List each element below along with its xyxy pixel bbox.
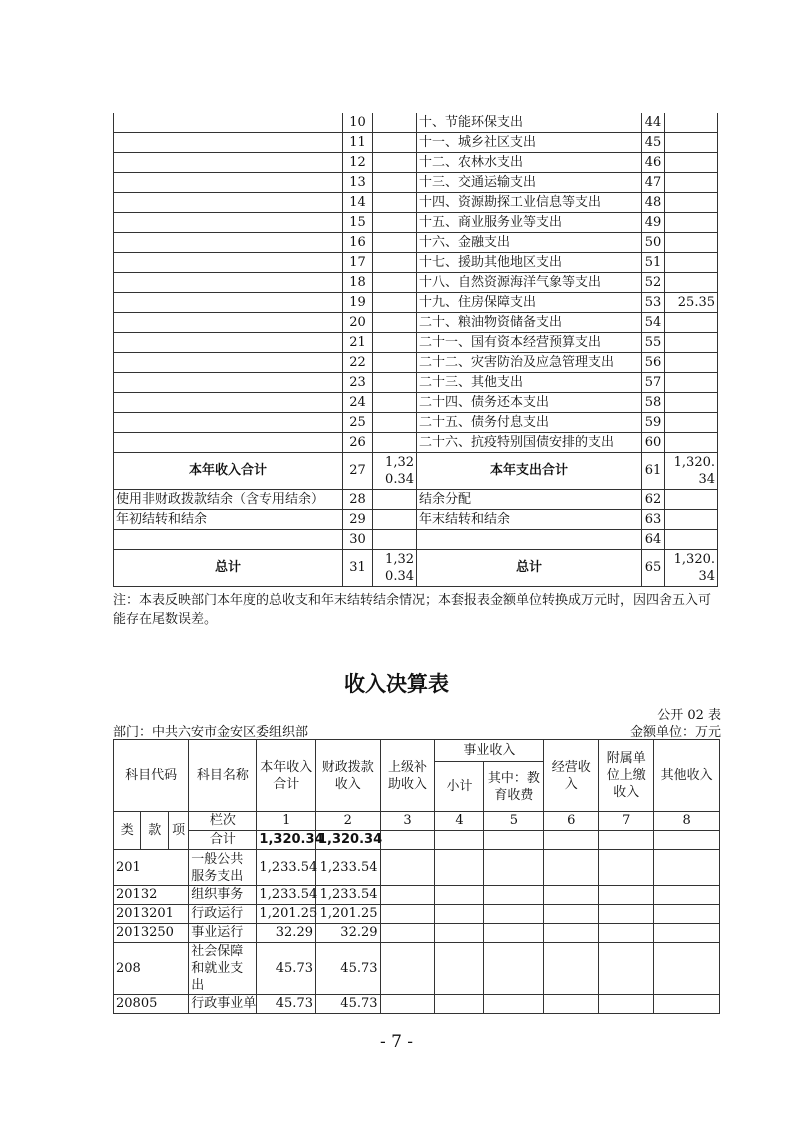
header-column-no: 栏次	[189, 812, 257, 831]
income-item-label	[114, 373, 343, 393]
expense-line-no: 57	[642, 373, 665, 393]
empty-cell	[380, 995, 435, 1014]
empty-cell	[484, 886, 544, 905]
income-value	[373, 273, 417, 293]
expense-item-label: 二十一、国有资本经营预算支出	[417, 333, 642, 353]
empty-cell	[599, 995, 654, 1014]
table-row	[114, 413, 718, 433]
expense-value: 25.35	[665, 293, 718, 313]
expense-line-no: 62	[642, 490, 665, 510]
income-line-no: 15	[343, 213, 373, 233]
expense-item-label: 二十四、债务还本支出	[417, 393, 642, 413]
expense-line-no: 48	[642, 193, 665, 213]
expense-value	[665, 113, 718, 133]
income-value	[373, 353, 417, 373]
grand-total-income-label: 总计	[114, 550, 343, 587]
income-line-no: 26	[343, 433, 373, 453]
empty-cell	[484, 943, 544, 995]
expense-value	[665, 530, 718, 550]
income-line-no: 25	[343, 413, 373, 433]
empty-cell	[599, 850, 654, 886]
expense-value	[665, 433, 718, 453]
expense-item-label: 十、节能环保支出	[417, 113, 642, 133]
empty-cell	[544, 905, 599, 924]
expense-item-label: 二十二、灾害防治及应急管理支出	[417, 353, 642, 373]
subject-code: 20132	[114, 886, 189, 905]
income-item-label	[114, 193, 343, 213]
income-item-label	[114, 253, 343, 273]
expense-value	[665, 353, 718, 373]
header-fiscal: 财政拨款收入	[315, 740, 380, 812]
empty-cell	[599, 943, 654, 995]
table-row	[114, 490, 718, 510]
table-row	[114, 924, 720, 943]
expense-line-no: 45	[642, 133, 665, 153]
income-line-no: 22	[343, 353, 373, 373]
grand-total-expense-label: 总计	[417, 550, 642, 587]
expense-line-no: 50	[642, 233, 665, 253]
expense-item-label: 十三、交通运输支出	[417, 173, 642, 193]
table-row	[114, 373, 718, 393]
expense-item-label: 二十六、抗疫特别国债安排的支出	[417, 433, 642, 453]
income-line-no: 21	[343, 333, 373, 353]
table-row	[114, 233, 718, 253]
income-value	[373, 133, 417, 153]
income-line-no: 10	[343, 113, 373, 133]
empty-cell	[484, 995, 544, 1014]
income-value	[373, 313, 417, 333]
income-item-label	[114, 333, 343, 353]
income-line-no: 31	[343, 550, 373, 587]
expense-item-label: 十六、金融支出	[417, 233, 642, 253]
table-row	[114, 550, 718, 587]
expense-line-no: 55	[642, 333, 665, 353]
subject-code: 201	[114, 850, 189, 886]
col-num: 1	[257, 812, 316, 831]
table-note: 注：本表反映部门本年度的总收支和年末结转结余情况；本套报表金额单位转换成万元时，因四舍五入可能存在尾数误差。	[113, 593, 712, 627]
expense-item-label: 年末结转和结余	[417, 510, 642, 530]
income-table-title: 收入决算表	[344, 672, 449, 696]
subject-name: 一般公共服务支出	[189, 850, 257, 886]
expense-item-label: 十四、资源勘探工业信息等支出	[417, 193, 642, 213]
income-item-label	[114, 293, 343, 313]
row-total: 45.73	[257, 995, 316, 1014]
expense-item-label	[417, 530, 642, 550]
table-row	[114, 133, 718, 153]
expense-line-no: 56	[642, 353, 665, 373]
row-fiscal: 1,233.54	[315, 850, 380, 886]
header-business: 事业收入	[435, 740, 544, 762]
subject-code: 208	[114, 943, 189, 995]
col-num: 5	[484, 812, 544, 831]
empty-cell	[484, 924, 544, 943]
table-row	[114, 173, 718, 193]
expense-line-no: 51	[642, 253, 665, 273]
subject-name: 社会保障和就业支出	[189, 943, 257, 995]
income-line-no: 16	[343, 233, 373, 253]
income-line-no: 20	[343, 313, 373, 333]
income-total-label: 本年收入合计	[114, 453, 343, 490]
income-value	[373, 213, 417, 233]
income-line-no: 30	[343, 530, 373, 550]
table-row	[114, 943, 720, 995]
income-value	[373, 373, 417, 393]
expense-value	[665, 510, 718, 530]
income-line-no: 28	[343, 490, 373, 510]
sum-label: 合计	[189, 831, 257, 850]
income-item-label	[114, 213, 343, 233]
table-row	[114, 273, 718, 293]
col-num: 3	[380, 812, 435, 831]
empty-cell	[484, 905, 544, 924]
header-subtotal: 小计	[435, 762, 484, 812]
expense-value	[665, 333, 718, 353]
table-row	[114, 353, 718, 373]
expense-item-label: 二十三、其他支出	[417, 373, 642, 393]
income-line-no: 12	[343, 153, 373, 173]
income-final-accounts-table	[113, 739, 720, 1014]
expense-value	[665, 193, 718, 213]
table-row	[114, 995, 720, 1014]
row-fiscal: 32.29	[315, 924, 380, 943]
expense-item-label: 二十、粮油物资储备支出	[417, 313, 642, 333]
expense-item-label: 二十五、债务付息支出	[417, 413, 642, 433]
expense-line-no: 44	[642, 113, 665, 133]
row-fiscal: 1,233.54	[315, 886, 380, 905]
col-num: 2	[315, 812, 380, 831]
income-line-no: 27	[343, 453, 373, 490]
empty-cell	[380, 886, 435, 905]
row-total: 1,201.25	[257, 905, 316, 924]
sum-total: 1,320.34	[257, 831, 316, 850]
table-row	[114, 113, 718, 133]
income-value	[373, 253, 417, 273]
empty-cell	[435, 924, 484, 943]
income-item-label	[114, 353, 343, 373]
subject-code: 2013250	[114, 924, 189, 943]
empty-cell	[435, 886, 484, 905]
table-row	[114, 510, 718, 530]
income-item-label	[114, 133, 343, 153]
expense-line-no: 49	[642, 213, 665, 233]
expense-line-no: 60	[642, 433, 665, 453]
income-item-label	[114, 233, 343, 253]
income-total-value: 1,320.34	[373, 453, 417, 490]
sum-fiscal: 1,320.34	[315, 831, 380, 850]
income-value	[373, 333, 417, 353]
col-num: 8	[654, 812, 720, 831]
expense-item-label: 结余分配	[417, 490, 642, 510]
row-total: 1,233.54	[257, 850, 316, 886]
grand-total-income-value: 1,320.34	[373, 550, 417, 587]
expense-item-label: 十二、农林水支出	[417, 153, 642, 173]
empty-cell	[654, 995, 720, 1014]
empty-cell	[435, 943, 484, 995]
expense-item-label: 十一、城乡社区支出	[417, 133, 642, 153]
header-other: 其他收入	[654, 740, 720, 812]
table-row	[114, 333, 718, 353]
income-value	[373, 393, 417, 413]
empty-cell	[435, 995, 484, 1014]
expense-value	[665, 373, 718, 393]
empty-cell	[484, 850, 544, 886]
income-value	[373, 490, 417, 510]
header-superior: 上级补助收入	[380, 740, 435, 812]
expense-value	[665, 233, 718, 253]
table-row	[114, 453, 718, 490]
subject-code: 2013201	[114, 905, 189, 924]
expense-value	[665, 153, 718, 173]
expense-item-label: 十九、住房保障支出	[417, 293, 642, 313]
income-value	[373, 173, 417, 193]
empty-cell	[544, 995, 599, 1014]
empty-cell	[599, 905, 654, 924]
income-value	[373, 233, 417, 253]
empty-cell	[544, 943, 599, 995]
expense-line-no: 47	[642, 173, 665, 193]
row-fiscal: 45.73	[315, 995, 380, 1014]
income-item-label	[114, 393, 343, 413]
empty-cell	[654, 924, 720, 943]
income-value	[373, 153, 417, 173]
expense-line-no: 65	[642, 550, 665, 587]
row-total: 45.73	[257, 943, 316, 995]
table-row	[114, 393, 718, 413]
expense-value	[665, 253, 718, 273]
income-value	[373, 293, 417, 313]
expense-value	[665, 273, 718, 293]
header-kuan: 款	[141, 812, 168, 850]
empty-cell	[435, 905, 484, 924]
income-item-label	[114, 433, 343, 453]
header-operating: 经营收入	[544, 740, 599, 812]
empty-cell	[544, 924, 599, 943]
empty-cell	[435, 850, 484, 886]
expense-item-label: 十五、商业服务业等支出	[417, 213, 642, 233]
income-item-label	[114, 273, 343, 293]
header-affiliated: 附属单位上缴收入	[599, 740, 654, 812]
table-row	[114, 193, 718, 213]
header-lei: 类	[114, 812, 141, 850]
expense-item-label: 十七、援助其他地区支出	[417, 253, 642, 273]
table-row	[114, 433, 718, 453]
empty-cell	[380, 924, 435, 943]
col-num: 6	[544, 812, 599, 831]
expense-line-no: 53	[642, 293, 665, 313]
subject-name: 事业运行	[189, 924, 257, 943]
income-value	[373, 530, 417, 550]
income-line-no: 23	[343, 373, 373, 393]
income-item-label	[114, 313, 343, 333]
table-row	[114, 253, 718, 273]
expense-value	[665, 133, 718, 153]
col-num: 4	[435, 812, 484, 831]
income-item-label	[114, 413, 343, 433]
expense-value	[665, 313, 718, 333]
income-value	[373, 193, 417, 213]
income-line-no: 24	[343, 393, 373, 413]
expense-total-value: 1,320.34	[665, 453, 718, 490]
table-number: 公开 02 表	[657, 708, 721, 723]
col-num: 7	[599, 812, 654, 831]
grand-total-expense-value: 1,320.34	[665, 550, 718, 587]
header-total: 本年收入合计	[257, 740, 316, 812]
income-value	[373, 113, 417, 133]
empty-cell	[544, 850, 599, 886]
amount-unit-label: 金额单位：万元	[629, 725, 721, 740]
expense-line-no: 52	[642, 273, 665, 293]
header-code: 科目代码	[114, 740, 189, 812]
header-education: 其中：教育收费	[484, 762, 544, 812]
income-line-no: 18	[343, 273, 373, 293]
row-fiscal: 45.73	[315, 943, 380, 995]
table-row	[114, 886, 720, 905]
row-fiscal: 1,201.25	[315, 905, 380, 924]
department-label: 部门：中共六安市金安区委组织部	[113, 725, 309, 740]
expense-item-label: 十八、自然资源海洋气象等支出	[417, 273, 642, 293]
page-number: - 7 -	[379, 1032, 414, 1052]
table-row	[114, 530, 718, 550]
expense-total-label: 本年支出合计	[417, 453, 642, 490]
empty-cell	[380, 905, 435, 924]
header-xiang: 项	[168, 812, 188, 850]
income-value	[373, 433, 417, 453]
expense-line-no: 59	[642, 413, 665, 433]
expense-line-no: 46	[642, 153, 665, 173]
income-item-label	[114, 153, 343, 173]
table-row	[114, 313, 718, 333]
empty-cell	[380, 943, 435, 995]
table-row	[114, 850, 720, 886]
expense-value	[665, 413, 718, 433]
income-item-label	[114, 530, 343, 550]
expense-line-no: 64	[642, 530, 665, 550]
table-row	[114, 293, 718, 313]
expense-line-no: 54	[642, 313, 665, 333]
income-line-no: 14	[343, 193, 373, 213]
subject-name: 组织事务	[189, 886, 257, 905]
income-line-no: 11	[343, 133, 373, 153]
empty-cell	[654, 905, 720, 924]
expense-value	[665, 213, 718, 233]
expense-value	[665, 173, 718, 193]
empty-cell	[544, 886, 599, 905]
empty-cell	[380, 850, 435, 886]
header-name: 科目名称	[189, 740, 257, 812]
income-value	[373, 510, 417, 530]
empty-cell	[654, 850, 720, 886]
table-row	[114, 153, 718, 173]
expense-value	[665, 393, 718, 413]
expense-line-no: 63	[642, 510, 665, 530]
income-item-label	[114, 113, 343, 133]
income-item-label: 使用非财政拨款结余（含专用结余）	[114, 490, 343, 510]
expense-line-no: 61	[642, 453, 665, 490]
expense-value	[665, 490, 718, 510]
income-line-no: 17	[343, 253, 373, 273]
table-row	[114, 905, 720, 924]
subject-name: 行政事业单	[189, 995, 257, 1014]
subject-code: 20805	[114, 995, 189, 1014]
empty-cell	[654, 943, 720, 995]
empty-cell	[599, 924, 654, 943]
income-expense-summary-table	[113, 113, 718, 587]
expense-line-no: 58	[642, 393, 665, 413]
empty-cell	[654, 886, 720, 905]
income-item-label: 年初结转和结余	[114, 510, 343, 530]
income-line-no: 19	[343, 293, 373, 313]
row-total: 1,233.54	[257, 886, 316, 905]
income-item-label	[114, 173, 343, 193]
income-line-no: 13	[343, 173, 373, 193]
table-row	[114, 213, 718, 233]
income-value	[373, 413, 417, 433]
subject-name: 行政运行	[189, 905, 257, 924]
row-total: 32.29	[257, 924, 316, 943]
income-line-no: 29	[343, 510, 373, 530]
empty-cell	[599, 886, 654, 905]
